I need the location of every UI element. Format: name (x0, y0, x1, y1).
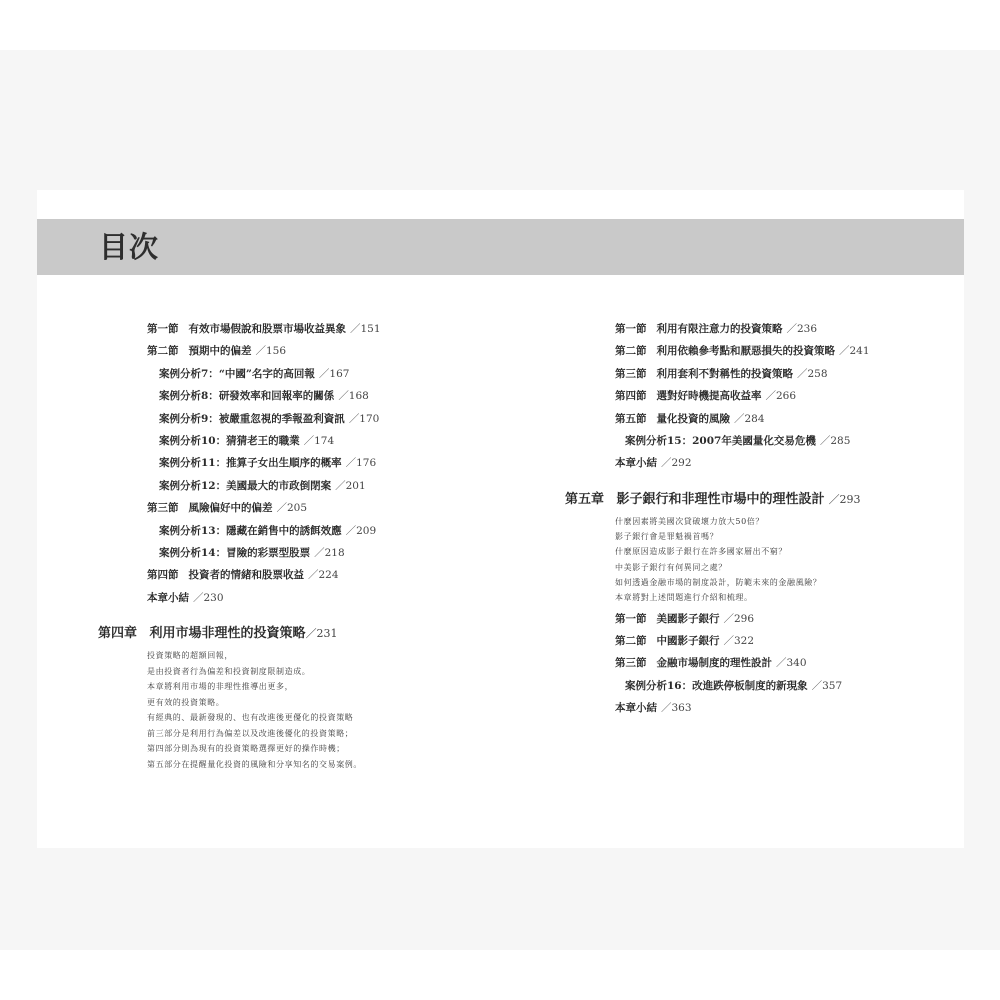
entry-title: 投資者的情緒和股票收益 (188, 569, 304, 582)
description-line: 什麼原因造成影子銀行在許多國家層出不窮？ (615, 547, 787, 557)
entry-label: 案例分析14： (159, 546, 227, 559)
entry-label: 本章小結 (147, 591, 189, 604)
description-line: 前三部分是利用行為偏差以及改進後優化的投資策略； (147, 728, 354, 738)
description-line: 第四部分則為現有的投資策略選擇更好的操作時機； (147, 744, 345, 754)
description-line: 中美影子銀行有何異同之處？ (615, 562, 727, 572)
description-line: 投資策略的超額回報， (147, 651, 233, 661)
description-line: 有經典的、最新發現的、也有改進後更優化的投資策略 (147, 713, 354, 723)
toc-section-entry[interactable] (37, 497, 487, 519)
toc-case-entry[interactable] (37, 475, 487, 497)
chapter-heading-5[interactable] (565, 488, 964, 512)
entry-page-number: ／285 (819, 434, 851, 447)
entry-title: 推算子女出生順序的概率 (226, 457, 342, 470)
entry-label: 第四節 (147, 569, 179, 582)
chapter-description (565, 514, 964, 606)
description-line: 什麼因素將美國次貸破壞力放大50倍？ (615, 516, 764, 526)
entry-page-number: ／174 (303, 434, 335, 447)
toc-section-entry[interactable] (565, 630, 964, 652)
chapter-description (37, 648, 487, 772)
chapter-heading-4[interactable] (37, 622, 487, 646)
entry-label: 第一節 (615, 612, 647, 625)
entry-page-number: ／205 (276, 502, 308, 515)
entry-label: 案例分析15： (625, 434, 693, 447)
entry-title: 預期中的偏差 (188, 345, 252, 358)
toc-section-entry[interactable] (565, 452, 964, 474)
entry-page-number: ／284 (734, 412, 765, 425)
description-line: 本章將利用市場的非理性推導出更多， (147, 682, 294, 692)
entry-label: 案例分析7： (159, 367, 219, 380)
left-column (37, 318, 487, 774)
right-column (565, 318, 964, 719)
toc-section-entry[interactable] (565, 697, 964, 719)
toc-section-entry[interactable] (565, 318, 964, 340)
entry-title: 利用有限注意力的投資策略 (656, 323, 783, 335)
chapter-page: ／293 (828, 492, 861, 506)
description-line: 影子銀行會是罪魁禍首嗎？ (615, 532, 719, 542)
description-line: 本章將對上述問題進行介紹和梳理。 (615, 593, 753, 603)
entry-title: 中國影子銀行 (656, 634, 720, 647)
entry-label: 案例分析16： (625, 679, 693, 692)
title-banner (37, 219, 964, 275)
entry-label: 本章小結 (615, 457, 657, 470)
toc-case-entry[interactable] (37, 452, 487, 474)
entry-page-number: ／218 (314, 546, 345, 559)
entry-label: 第三節 (615, 657, 647, 670)
entry-label: 第五節 (615, 412, 647, 425)
entry-label: 案例分析12： (159, 479, 227, 492)
entry-title: 美國最大的市政倒閉案 (226, 479, 332, 492)
entry-label: 案例分析13： (159, 524, 227, 537)
toc-section-entry[interactable] (565, 408, 964, 430)
entry-title: 利用依賴參考點和厭惡損失的投資策略 (656, 345, 835, 358)
entry-label: 第一節 (615, 323, 647, 335)
entry-page-number: ／151 (350, 323, 381, 335)
page-title: 目次 (99, 230, 160, 264)
entry-label: 本章小結 (615, 702, 657, 715)
left-entries (37, 318, 487, 609)
entry-page-number: ／201 (335, 479, 366, 492)
entry-page-number: ／167 (318, 367, 350, 380)
chapter-page: ／231 (305, 627, 338, 641)
entry-page-number: ／340 (776, 657, 807, 670)
entry-page-number: ／258 (797, 367, 828, 380)
entry-page-number: ／230 (193, 591, 224, 604)
toc-section-entry[interactable] (565, 385, 964, 407)
right-entries (565, 318, 964, 475)
description-line: 更有效的投資策略。 (147, 697, 225, 707)
entry-page-number: ／236 (786, 323, 818, 335)
entry-label: 案例分析8： (159, 390, 219, 403)
toc-section-entry[interactable] (565, 340, 964, 362)
toc-section-entry[interactable] (37, 587, 487, 609)
toc-section-entry[interactable] (565, 652, 964, 674)
entry-label: 第二節 (615, 345, 647, 358)
entry-title: 美國影子銀行 (656, 612, 720, 625)
chapter-label: 第五章 (565, 491, 605, 507)
entry-title: 金融市場制度的理性設計 (656, 657, 772, 670)
entry-page-number: ／296 (723, 612, 755, 625)
entry-title: 被嚴重忽視的季報盈利資訊 (218, 412, 345, 425)
entry-label: 案例分析10： (159, 434, 227, 447)
toc-section-entry[interactable] (37, 340, 487, 362)
entry-page-number: ／363 (661, 702, 692, 715)
entry-page-number: ／168 (338, 390, 369, 403)
toc-section-entry[interactable] (565, 363, 964, 385)
entry-page-number: ／176 (345, 457, 377, 470)
toc-case-entry[interactable] (37, 430, 487, 452)
chapter-label: 第四章 (98, 626, 138, 642)
entry-title: 冒險的彩票型股票 (226, 546, 311, 559)
entry-title: 2007年美國量化交易危機 (692, 434, 816, 447)
chapter-title: 利用市場非理性的投資策略 (149, 626, 306, 642)
entry-page-number: ／209 (345, 524, 377, 537)
right-entries-bottom (565, 608, 964, 720)
entry-label: 第一節 (147, 323, 179, 335)
entry-title: 改進跌停板制度的新現象 (692, 679, 808, 692)
entry-title: 風險偏好中的偏差 (188, 502, 273, 515)
entry-page-number: ／292 (661, 457, 692, 470)
toc-case-entry[interactable] (37, 385, 487, 407)
toc-case-entry[interactable] (37, 542, 487, 564)
entry-page-number: ／241 (839, 345, 870, 358)
description-line: 第五部分在提醒量化投資的風險和分享知名的交易案例。 (147, 759, 362, 769)
toc-page (37, 190, 964, 848)
entry-label: 第三節 (615, 367, 647, 380)
entry-title: 利用套利不對稱性的投資策略 (656, 367, 793, 380)
entry-label: 案例分析11： (159, 457, 227, 470)
entry-page-number: ／266 (765, 390, 797, 403)
toc-case-entry[interactable] (37, 408, 487, 430)
entry-title: 選對好時機提高收益率 (656, 390, 762, 403)
entry-page-number: ／357 (811, 679, 843, 692)
entry-page-number: ／322 (723, 634, 755, 647)
entry-page-number: ／224 (308, 569, 339, 582)
entry-page-number: ／170 (348, 412, 380, 425)
toc-section-entry[interactable] (565, 608, 964, 630)
toc-case-entry[interactable] (565, 675, 964, 697)
entry-label: 案例分析9： (159, 412, 219, 425)
description-line: 如何透過金融市場的制度設計，防範未來的金融風險？ (615, 577, 822, 587)
toc-case-entry[interactable] (37, 363, 487, 385)
entry-title: “中國”名字的高回報 (218, 367, 315, 380)
entry-page-number: ／156 (255, 345, 287, 358)
entry-title: 研發效率和回報率的關係 (218, 390, 335, 403)
entry-title: 隱藏在銷售中的誘餌效應 (226, 524, 342, 537)
description-line: 是由投資者行為偏差和投資制度限制造成。 (147, 666, 311, 676)
entry-title: 量化投資的風險 (656, 412, 730, 425)
toc-section-entry[interactable] (37, 564, 487, 586)
entry-title: 有效市場假說和股票市場收益異象 (188, 323, 346, 335)
entry-title: 猜猜老王的職業 (226, 434, 300, 447)
toc-case-entry[interactable] (37, 520, 487, 542)
entry-label: 第二節 (147, 345, 179, 358)
toc-case-entry[interactable] (565, 430, 964, 452)
entry-label: 第二節 (615, 634, 647, 647)
entry-label: 第四節 (615, 390, 647, 403)
chapter-title: 影子銀行和非理性市場中的理性設計 (616, 491, 825, 507)
toc-section-entry[interactable] (37, 318, 487, 340)
entry-label: 第三節 (147, 502, 179, 515)
